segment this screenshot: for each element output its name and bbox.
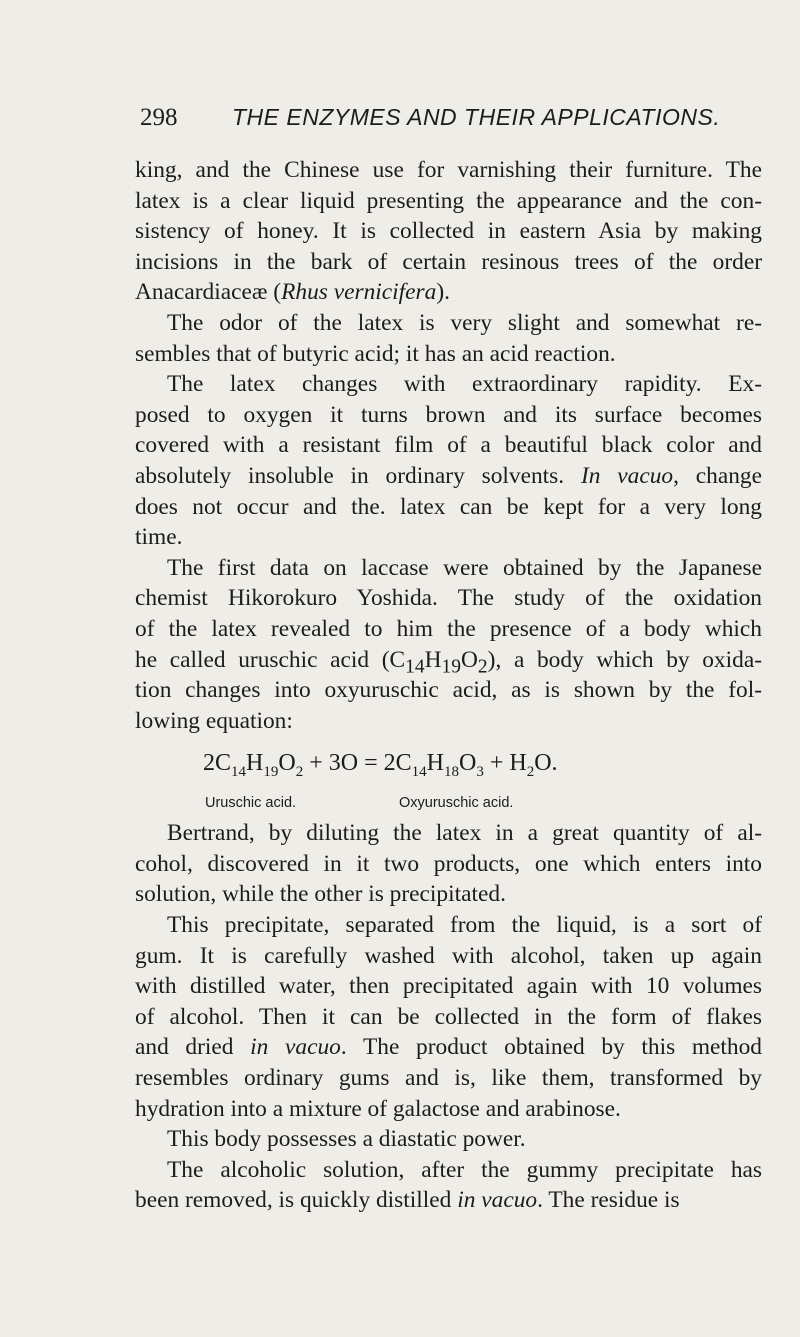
text-line: of alcohol. Then it can be collected in the form of flakes <box>135 1003 762 1030</box>
text-line: he called uruschic acid $(C_{14}H_{19}O_2)$, a body which by oxida- <box>135 646 762 678</box>
text-line: time. <box>135 524 183 551</box>
body-text <box>135 155 762 1216</box>
text-line: does not occur and the. latex can be kept for a very long <box>135 493 762 520</box>
text-line: The latex changes with extraordinary rapidity. Ex- <box>167 371 762 398</box>
text-line: incisions in the bark of certain resinous trees of the order <box>135 248 762 275</box>
text-line: hydration into a mixture of galactose and arabinose. <box>135 1095 621 1122</box>
text-line: been removed, is quickly distilled in vacuo. The residue is <box>135 1187 680 1214</box>
text-line: latex is a clear liquid presenting the appearance and the con- <box>135 187 762 214</box>
text-line: sembles that of butyric acid; it has an acid reaction. <box>135 340 616 367</box>
text-line: solution, while the other is precipitated. <box>135 881 506 908</box>
text-line: gum. It is carefully washed with alcohol, taken up again <box>135 942 762 969</box>
text-line: Bertrand, by diluting the latex in a great quantity of al- <box>167 820 762 847</box>
page-number: 298 <box>140 104 178 131</box>
running-head: THE ENZYMES AND THEIR APPLICATIONS. <box>232 104 721 130</box>
text-line: This body possesses a diastatic power. <box>167 1126 526 1153</box>
equation-label-uruschic: Uruschic acid. <box>205 795 297 812</box>
text-line: lowing equation: <box>135 707 293 734</box>
equation-formula: $2C_{14}H_{19}O_2 + 3O = 2C_{14}H_{18}O_3 + H_2O$. <box>203 750 558 781</box>
paragraphs-before-equation <box>135 155 762 736</box>
text-line: resembles ordinary gums and is, like them, transformed by <box>135 1065 762 1092</box>
chemical-equation <box>135 744 762 818</box>
text-line: sistency of honey. It is collected in eastern Asia by making <box>135 218 762 245</box>
text-line: cohol, discovered in it two products, one which enters into <box>135 850 762 877</box>
equation-label-oxyuruschic: Oxyuruschic acid. <box>399 795 514 812</box>
page-header <box>140 104 760 144</box>
text-line: king, and the Chinese use for varnishing their furniture. The <box>135 157 762 183</box>
paragraphs-after-equation <box>135 818 762 1216</box>
text-line: and dried in vacuo. The product obtained by this method <box>135 1034 763 1061</box>
text-line: The alcoholic solution, after the gummy precipitate has <box>167 1156 762 1183</box>
text-line: The first data on laccase were obtained by the Japanese <box>167 554 762 581</box>
text-line: absolutely insoluble in ordinary solvents. In vacuo, change <box>135 462 762 489</box>
text-line: Anacardiaceæ (Rhus vernicifera). <box>135 279 450 306</box>
text-line: covered with a resistant film of a beautiful black color and <box>135 432 762 459</box>
text-line: tion changes into oxyuruschic acid, as is shown by the fol- <box>135 677 762 704</box>
text-line: with distilled water, then precipitated again with 10 volumes <box>135 973 762 1000</box>
text-line: of the latex revealed to him the presence of a body which <box>135 615 762 642</box>
text-line: This precipitate, separated from the liquid, is a sort of <box>167 912 762 939</box>
text-line: The odor of the latex is very slight and somewhat re- <box>167 309 762 336</box>
text-line: chemist Hikorokuro Yoshida. The study of the oxidation <box>135 585 762 612</box>
text-line: posed to oxygen it turns brown and its surface becomes <box>135 401 762 428</box>
